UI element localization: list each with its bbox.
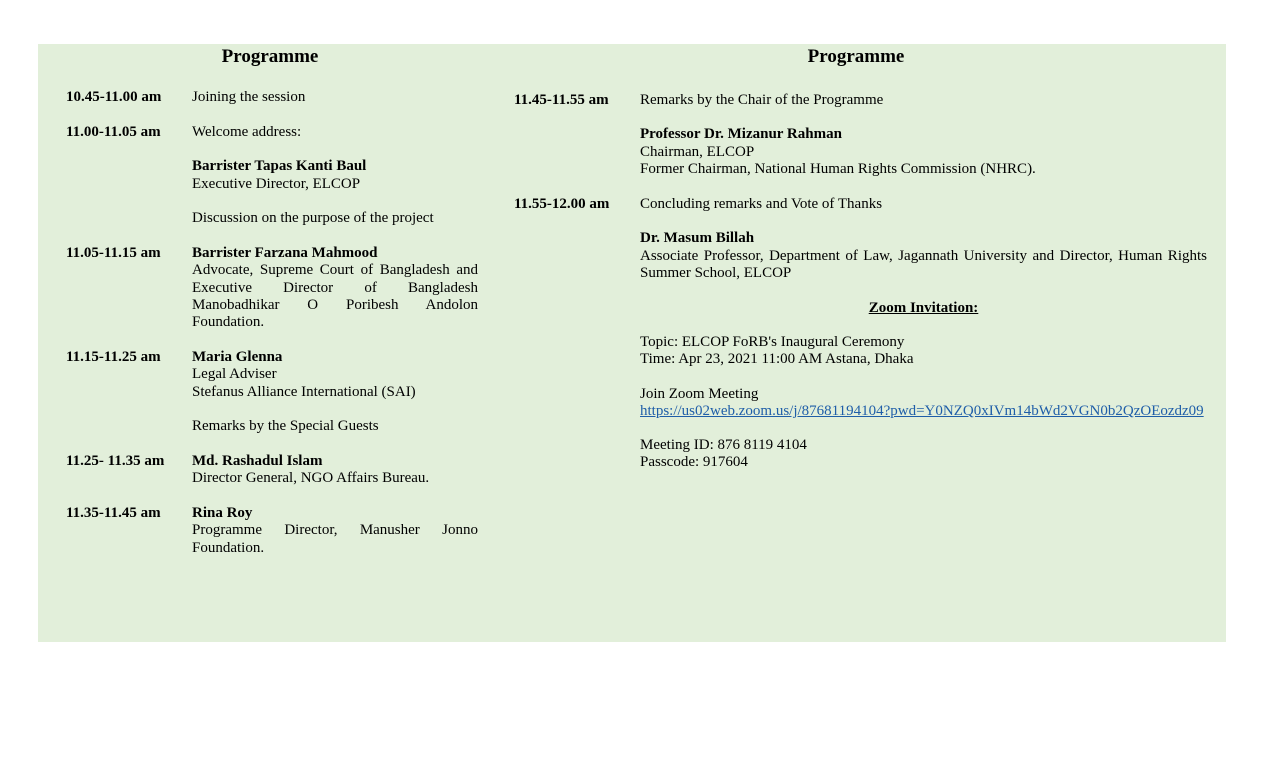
time-slot-3: 11.05-11.15 am: [66, 245, 161, 261]
slot-2-block: [192, 124, 478, 227]
time-slot-1: 10.45-11.00 am: [66, 89, 162, 105]
slot-8-block: [640, 196, 1207, 282]
slot-2-tail: Discussion on the purpose of the project: [192, 209, 434, 226]
slot-8-text: Concluding remarks and Vote of Thanks: [640, 196, 883, 212]
time-slot-6: 11.35-11.45 am: [66, 505, 161, 521]
speaker-role: Legal Adviser: [192, 366, 277, 383]
speaker-org: Stefanus Alliance International (SAI): [192, 383, 416, 400]
right-programme-heading: Programme: [807, 46, 905, 67]
zoom-passcode: Passcode: 917604: [640, 454, 748, 471]
speaker-name: Md. Rashadul Islam: [192, 453, 323, 469]
zoom-meeting-id: Meeting ID: 876 8119 4104: [640, 437, 807, 454]
slot-7-block: [640, 92, 1207, 178]
speaker-name: Barrister Tapas Kanti Baul: [192, 158, 367, 175]
time-slot-8: 11.55-12.00 am: [514, 196, 610, 212]
speaker-role-former: Former Chairman, National Human Rights Commission (NHRC).: [640, 160, 1036, 177]
speaker-role: Director General, NGO Affairs Bureau.: [192, 470, 430, 487]
slot-4-block: [192, 349, 478, 435]
slot-7-text: Remarks by the Chair of the Programme: [640, 92, 884, 108]
slot-6-block: [192, 505, 478, 557]
slot-3-block: [192, 245, 478, 331]
speaker-role: Chairman, ELCOP: [640, 143, 755, 160]
left-programme-heading: Programme: [221, 46, 319, 67]
speaker-name: Professor Dr. Mizanur Rahman: [640, 126, 842, 143]
zoom-details: [640, 334, 1220, 472]
zoom-time: Time: Apr 23, 2021 11:00 AM Astana, Dhaka: [640, 351, 914, 368]
zoom-meeting-link[interactable]: https://us02web.zoom.us/j/87681194104?pwd=Y0NZQ0xIVm14bWd2VGN0b2QzOEozdz09: [640, 402, 1204, 419]
time-slot-2: 11.00-11.05 am: [66, 124, 161, 140]
zoom-join-label: Join Zoom Meeting: [640, 385, 759, 402]
slot-4-tail: Remarks by the Special Guests: [192, 417, 379, 434]
speaker-role: Associate Professor, Department of Law, Jagannath University and Director, Human Rights Summer School, ELCOP: [640, 247, 1207, 281]
slot-1-text: Joining the session: [192, 89, 306, 105]
speaker-role: Programme Director, Manusher Jonno Foundation.: [192, 522, 478, 556]
slot-2-lead: Welcome address:: [192, 124, 302, 140]
time-slot-7: 11.45-11.55 am: [514, 92, 609, 108]
speaker-name: Barrister Farzana Mahmood: [192, 245, 378, 261]
slot-5-block: [192, 453, 478, 488]
speaker-name: Maria Glenna: [192, 349, 283, 365]
speaker-name: Dr. Masum Billah: [640, 230, 755, 247]
zoom-topic: Topic: ELCOP FoRB's Inaugural Ceremony: [640, 334, 905, 350]
time-slot-4: 11.15-11.25 am: [66, 349, 161, 365]
speaker-role: Executive Director, ELCOP: [192, 175, 361, 192]
time-slot-5: 11.25- 11.35 am: [66, 453, 165, 469]
zoom-invitation-heading: Zoom Invitation:: [868, 300, 979, 316]
speaker-role: Advocate, Supreme Court of Bangladesh and Executive Director of Bangladesh Manobadhikar O Poribesh Andolon Foundation.: [192, 262, 478, 331]
speaker-name: Rina Roy: [192, 505, 253, 521]
